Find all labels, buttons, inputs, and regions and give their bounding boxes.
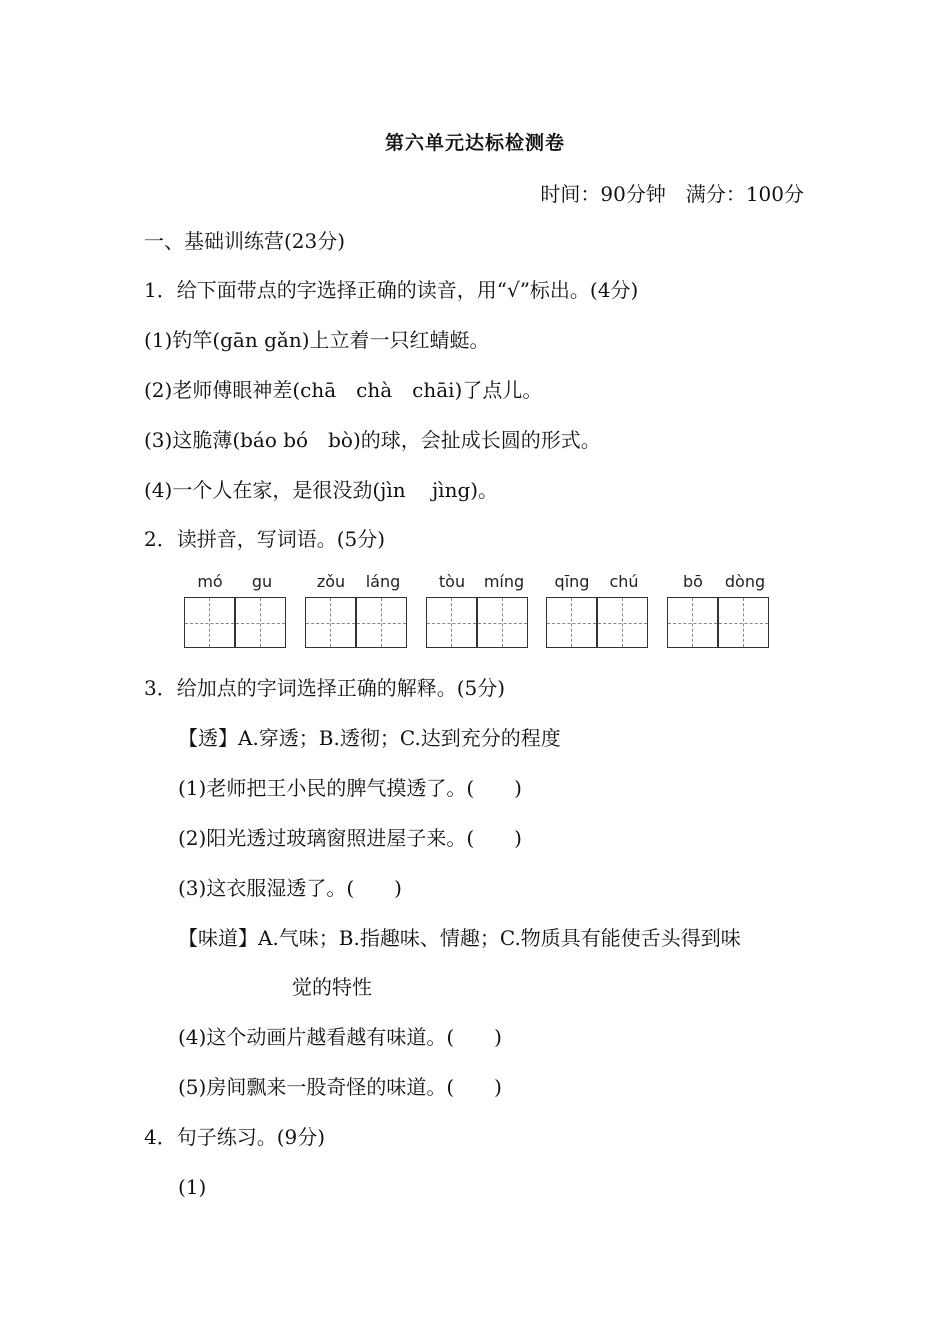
writing-cell[interactable] xyxy=(597,597,648,648)
writing-cell[interactable] xyxy=(356,597,407,648)
question-1-item-4: (4)一个人在家，是很没劲(jìn jìng)。 xyxy=(144,478,499,502)
page-title: 第六单元达标检测卷 xyxy=(384,132,565,154)
word-grid-1 xyxy=(184,572,288,652)
writing-cell[interactable] xyxy=(667,597,718,648)
writing-cell[interactable] xyxy=(426,597,477,648)
question-3-item-2: (2)阳光透过玻璃窗照进屋子来。( ) xyxy=(178,826,522,850)
writing-cell[interactable] xyxy=(235,597,286,648)
question-3-heading: 3．给加点的字词选择正确的解释。(5分) xyxy=(144,676,506,700)
definition-weidao-continued: 觉的特性 xyxy=(292,975,372,999)
pinyin-writing-grid xyxy=(184,572,784,652)
pinyin-label: tòu xyxy=(438,572,466,591)
pinyin-label: gu xyxy=(251,572,273,591)
definition-weidao: 【味道】A.气味；B.指趣味、情趣；C.物质具有能使舌头得到味 xyxy=(178,926,741,950)
question-4-item-1: (1) xyxy=(178,1175,207,1199)
question-1-heading: 1．给下面带点的字选择正确的读音，用“√”标出。(4分) xyxy=(144,278,639,302)
writing-cell[interactable] xyxy=(546,597,597,648)
writing-cell[interactable] xyxy=(305,597,356,648)
word-grid-4 xyxy=(546,572,650,652)
writing-cell[interactable] xyxy=(718,597,769,648)
definition-tou: 【透】A.穿透；B.透彻；C.达到充分的程度 xyxy=(178,726,561,750)
pinyin-label: qīng xyxy=(554,572,590,591)
question-2-heading: 2．读拼音，写词语。(5分) xyxy=(144,527,386,551)
exam-meta: 时间：90分钟 满分：100分 xyxy=(540,182,804,206)
pinyin-label: dòng xyxy=(724,572,766,591)
word-grid-2 xyxy=(305,572,409,652)
pinyin-label: mó xyxy=(197,572,223,591)
pinyin-label: láng xyxy=(365,572,401,591)
question-4-heading: 4．句子练习。(9分) xyxy=(144,1125,326,1149)
pinyin-label: bō xyxy=(683,572,703,591)
pinyin-label: míng xyxy=(483,572,525,591)
section-heading: 一、基础训练营(23分) xyxy=(144,229,346,253)
question-3-item-1: (1)老师把王小民的脾气摸透了。( ) xyxy=(178,776,522,800)
pinyin-label: chú xyxy=(609,572,639,591)
question-3-item-5: (5)房间飘来一股奇怪的味道。( ) xyxy=(178,1075,502,1099)
question-3-item-3: (3)这衣服湿透了。( ) xyxy=(178,876,402,900)
word-grid-3 xyxy=(426,572,530,652)
question-1-item-1: (1)钓竿(gān gǎn)上立着一只红蜻蜓。 xyxy=(144,328,490,352)
question-1-item-3: (3)这脆薄(báo bó bò)的球，会扯成长圆的形式。 xyxy=(144,428,601,452)
writing-cell[interactable] xyxy=(184,597,235,648)
question-1-item-2: (2)老师傅眼神差(chā chà chāi)了点儿。 xyxy=(144,378,543,402)
pinyin-label: zǒu xyxy=(316,572,346,591)
question-3-item-4: (4)这个动画片越看越有味道。( ) xyxy=(178,1025,502,1049)
word-grid-5 xyxy=(667,572,771,652)
writing-cell[interactable] xyxy=(477,597,528,648)
